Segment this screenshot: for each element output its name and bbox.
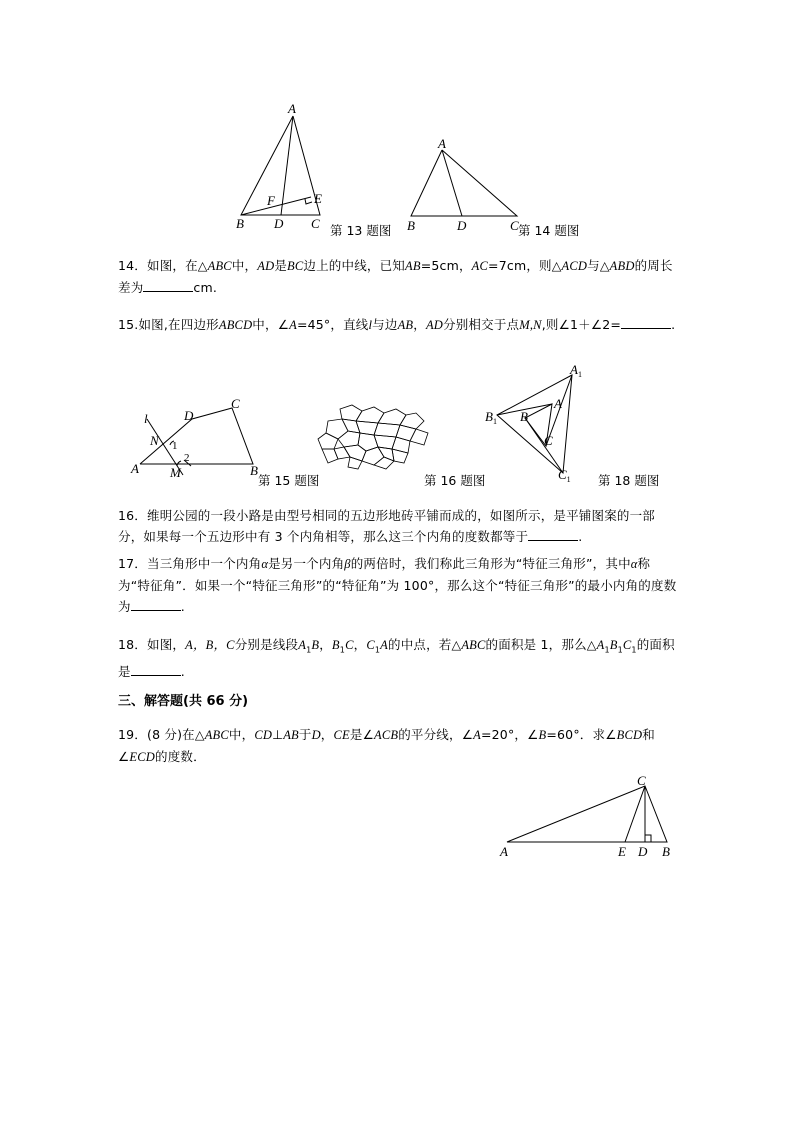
figure-13-caption: 第 13 题图 — [330, 223, 392, 238]
fig19-label-e: E — [618, 844, 626, 859]
fig19-label-b: B — [662, 844, 670, 859]
fig19-label-c: C — [637, 773, 646, 788]
figure-18-caption: 第 18 题图 — [598, 473, 660, 488]
fig14-label-d: D — [457, 218, 467, 233]
question-15: 15.如图,在四边形ABCD中，∠A=45°，直线l与边AB，AD分别相交于点M,N,则∠1＋∠2= . — [118, 317, 676, 332]
answer-blank-17[interactable] — [131, 599, 181, 611]
section-heading: 三、解答题(共 66 分) — [118, 694, 249, 709]
figure-15-caption: 第 15 题图 — [258, 473, 320, 488]
fig15-label-b: B — [250, 463, 258, 478]
answer-blank-14[interactable] — [143, 280, 193, 292]
answer-blank-15[interactable] — [621, 317, 671, 329]
fig15-label-a: A — [131, 461, 139, 476]
fig18-label-a1: $A_1$ — [570, 362, 582, 379]
fig14-label-b: B — [407, 218, 415, 233]
figure-13-diagram — [230, 100, 330, 235]
fig15-label-angle1: 1 — [172, 440, 178, 452]
fig13-label-c: C — [311, 216, 320, 231]
fig13-label-e: E — [314, 191, 322, 206]
figure-14-diagram — [400, 136, 525, 236]
question-17: 17．当三角形中一个内角α是另一个内角β的两倍时，我们称此三角形为“特征三角形”，其中α称为“特征角”．如果一个“特征三角形”的“特征角”为 100°，那么这个“特征三角形”的最小内角的度数为 . — [118, 556, 677, 614]
question-14: 14．如图，在△ABC中，AD是BC边上的中线，已知AB=5cm，AC=7cm，则△ACD与△ABD的周长差为 cm. — [118, 258, 673, 295]
fig18-label-a: A — [554, 396, 562, 411]
fig15-label-l: l — [144, 411, 148, 426]
figure-18-diagram — [484, 362, 599, 487]
figure-19 — [495, 773, 680, 864]
figure-13 — [230, 100, 330, 235]
answer-blank-16[interactable] — [528, 529, 578, 541]
question-16: 16．维明公园的一段小路是由型号相同的五边形地砖平铺而成的，如图所示，是平铺图案的一部分，如果每一个五边形中有 3 个内角相等，那么这三个内角的度数都等于 . — [118, 508, 656, 544]
figure-15 — [125, 395, 265, 485]
fig19-label-d: D — [638, 844, 648, 859]
fig19-label-a: A — [500, 844, 508, 859]
fig18-label-b: B — [520, 409, 528, 424]
fig15-label-c: C — [231, 396, 240, 411]
figure-19-diagram — [495, 773, 680, 864]
figure-14-caption: 第 14 题图 — [518, 223, 580, 238]
fig15-label-d: D — [184, 408, 194, 423]
answer-blank-18[interactable] — [131, 664, 181, 676]
figure-16-tiling — [318, 405, 430, 469]
fig13-label-b: B — [236, 216, 244, 231]
fig13-label-a: A — [288, 101, 296, 116]
fig15-label-angle2: 2 — [184, 452, 190, 464]
fig15-label-n: N — [150, 433, 159, 448]
fig14-label-a: A — [438, 136, 446, 151]
fig15-label-m: M — [170, 465, 181, 480]
fig14-label-c: C — [510, 218, 519, 233]
fig13-label-f: F — [267, 193, 275, 208]
figure-15-diagram — [125, 395, 265, 485]
fig13-label-d: D — [274, 216, 284, 231]
figure-16 — [318, 405, 430, 469]
figure-18 — [484, 362, 599, 487]
question-18: 18．如图，A，B，C分别是线段$A_1B$，$B_1C$，$C_1A$的中点，若△ABC的面积是 1，那么$\triangle A_1B_1C_1$的面积是 . — [118, 637, 675, 679]
question-19: 19．(8 分)在△ABC中，CD⊥AB于D，CE是∠ACB的平分线，∠A=20°，∠B=60°．求∠BCD和∠ECD的度数． — [118, 727, 655, 764]
figure-14 — [400, 136, 525, 236]
figure-16-caption: 第 16 题图 — [424, 473, 486, 488]
fig18-label-c: C — [544, 433, 553, 448]
fig18-label-c1: $C_1$ — [558, 467, 571, 484]
fig18-label-b1: $B_1$ — [485, 409, 497, 426]
